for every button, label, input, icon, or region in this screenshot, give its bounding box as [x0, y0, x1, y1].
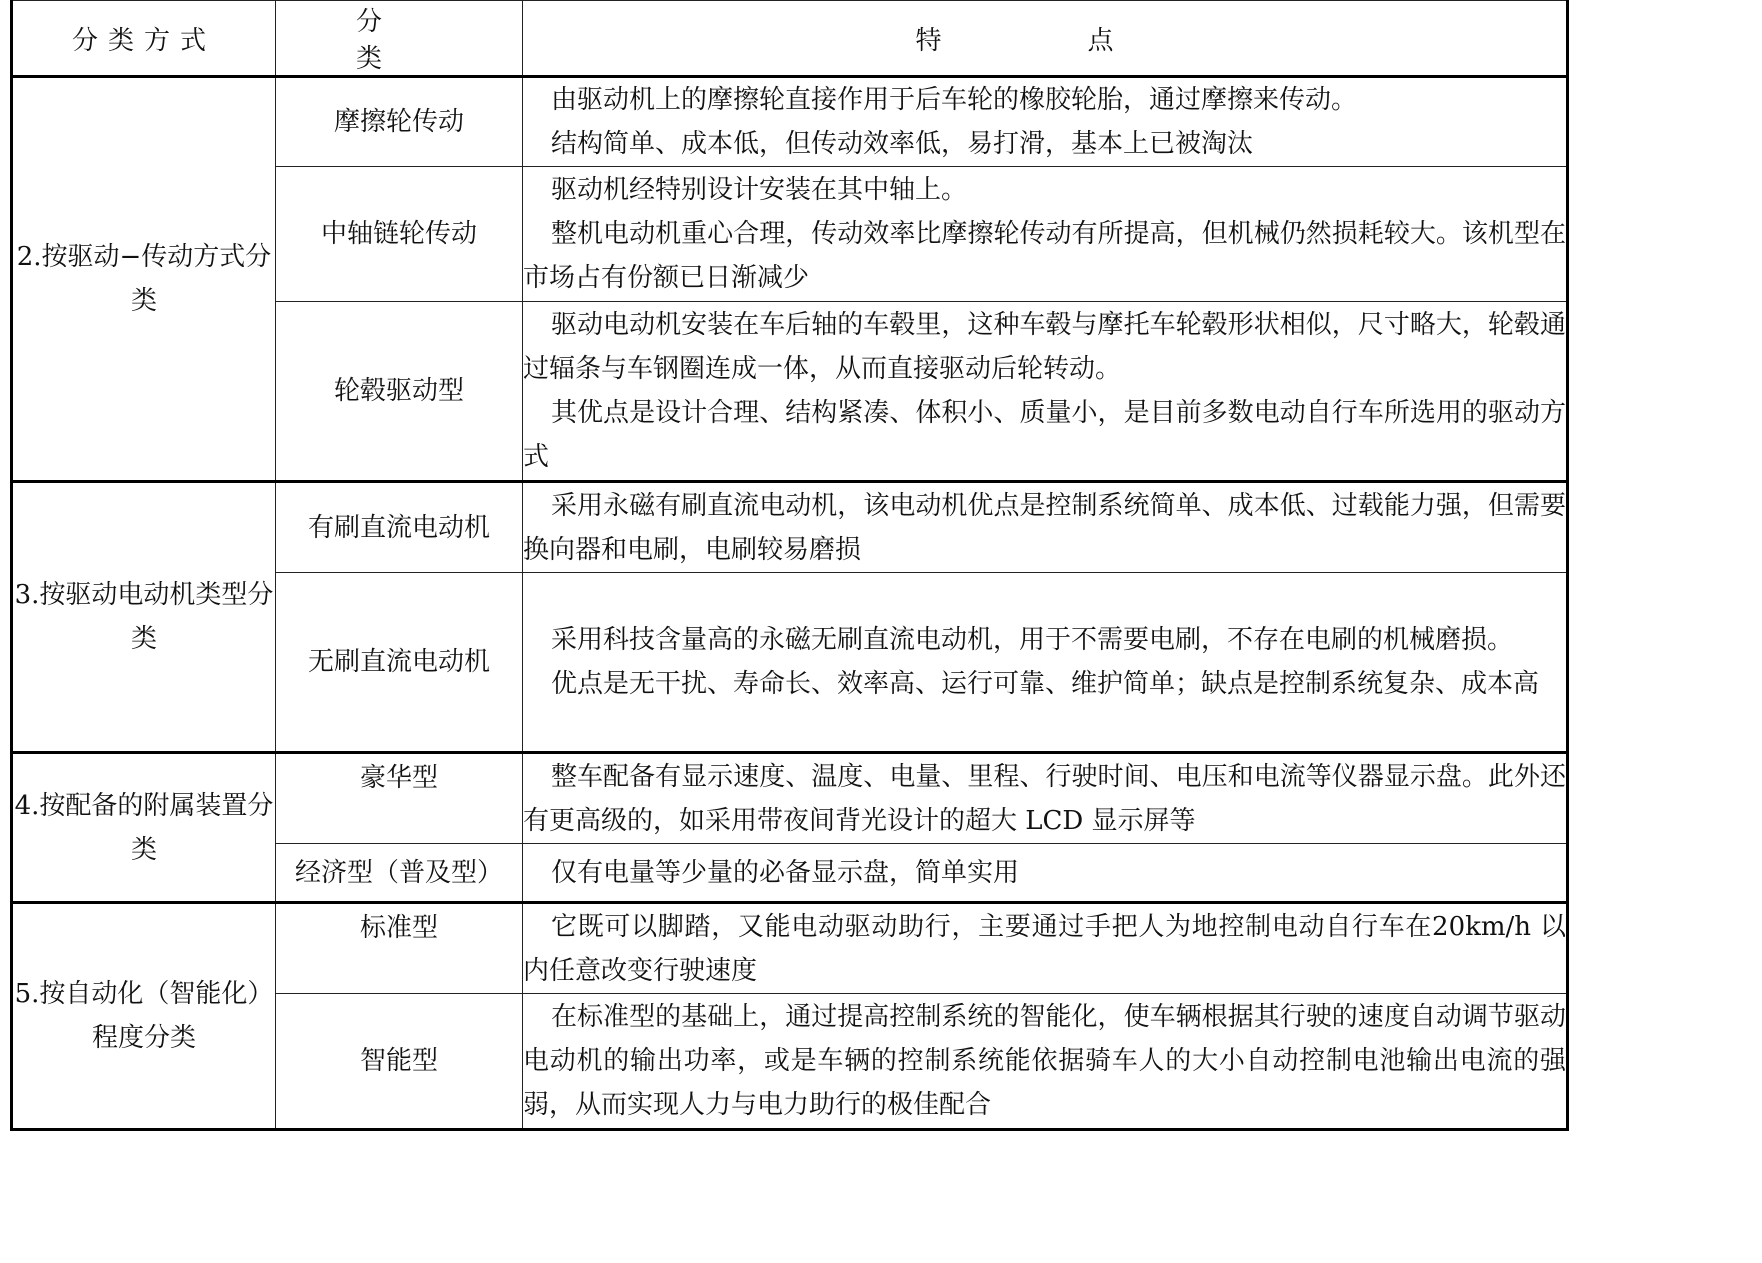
feature-text: 驱动机经特别设计安装在其中轴上。 — [551, 175, 968, 205]
category-cell: 中轴链轮传动 — [276, 167, 523, 302]
header-features: 特 点 — [523, 1, 1568, 77]
feature-text: 其优点是设计合理、结构紧凑、体积小、质量小，是目前多数电动自行车所选用的驱动方式 — [523, 398, 1566, 472]
method-cell: 4.按配备的附属装置分类 — [12, 753, 276, 903]
feature-text: 采用科技含量高的永磁无刷直流电动机，用于不需要电刷，不存在电刷的机械磨损。 — [551, 625, 1514, 655]
table-row — [12, 77, 1568, 167]
features-cell — [523, 77, 1568, 167]
feature-text: 采用永磁有刷直流电动机，该电动机优点是控制系统简单、成本低、过载能力强，但需要换向器和电刷，电刷较易磨损 — [523, 490, 1566, 565]
category-cell: 轮毂驱动型 — [276, 302, 523, 482]
category-cell: 标准型 — [276, 903, 523, 994]
category-cell: 摩擦轮传动 — [276, 77, 523, 167]
features-cell — [523, 302, 1568, 482]
category-cell: 智能型 — [276, 994, 523, 1130]
category-cell: 豪华型 — [276, 753, 523, 844]
header-category: 分 类 — [276, 1, 523, 77]
feature-text: 它既可以脚踏，又能电动驱动助行，主要通过手把人为地控制电动自行车在20km/h 以内任意改变行驶速度 — [523, 911, 1566, 986]
method-cell: 5.按自动化（智能化）程度分类 — [12, 903, 276, 1130]
features-cell — [523, 994, 1568, 1130]
header-row — [12, 1, 1568, 77]
category-cell: 无刷直流电动机 — [276, 573, 523, 753]
category-cell: 经济型（普及型） — [276, 844, 523, 903]
feature-text: 由驱动机上的摩擦轮直接作用于后车轮的橡胶轮胎，通过摩擦来传动。 — [551, 85, 1358, 115]
table-row — [12, 903, 1568, 994]
header-method: 分类方式 — [12, 1, 276, 77]
feature-text: 整机电动机重心合理，传动效率比摩擦轮传动有所提高，但机械仍然损耗较大。该机型在市场占有份额已日渐减少 — [523, 219, 1566, 293]
feature-text: 整车配备有显示速度、温度、电量、里程、行驶时间、电压和电流等仪器显示盘。此外还有更高级的，如采用带夜间背光设计的超大 LCD 显示屏等 — [523, 761, 1566, 836]
features-cell — [523, 753, 1568, 844]
features-cell — [523, 903, 1568, 994]
features-cell — [523, 482, 1568, 573]
features-cell — [523, 844, 1568, 903]
category-cell: 有刷直流电动机 — [276, 482, 523, 573]
feature-text: 仅有电量等少量的必备显示盘，简单实用 — [551, 857, 1020, 888]
table-row — [12, 753, 1568, 844]
feature-text: 优点是无干扰、寿命长、效率高、运行可靠、维护简单；缺点是控制系统复杂、成本高 — [551, 669, 1540, 699]
feature-text: 结构简单、成本低，但传动效率低，易打滑，基本上已被淘汰 — [551, 129, 1254, 159]
features-cell — [523, 573, 1568, 753]
table-row — [12, 482, 1568, 573]
feature-text: 驱动电动机安装在车后轴的车毂里，这种车毂与摩托车轮毂形状相似，尺寸略大，轮毂通过辐条与车钢圈连成一体，从而直接驱动后轮转动。 — [523, 310, 1566, 384]
method-cell: 2.按驱动−传动方式分类 — [12, 77, 276, 482]
features-cell — [523, 167, 1568, 302]
method-cell: 3.按驱动电动机类型分类 — [12, 482, 276, 753]
classification-table — [10, 0, 1569, 1131]
feature-text: 在标准型的基础上，通过提高控制系统的智能化，使车辆根据其行驶的速度自动调节驱动电动机的输出功率，或是车辆的控制系统能依据骑车人的大小自动控制电池输出电流的强弱，从而实现人力与电力助行的极佳配合 — [523, 1002, 1566, 1120]
